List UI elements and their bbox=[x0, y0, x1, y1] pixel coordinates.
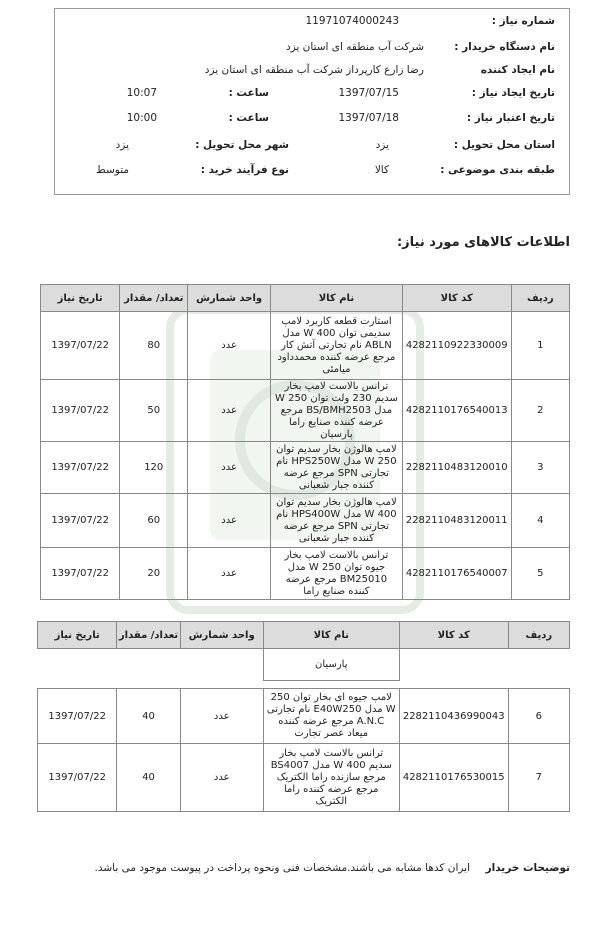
item-need-date: 1397/07/22 bbox=[41, 312, 120, 380]
item-need-date: 1397/07/22 bbox=[38, 689, 117, 744]
items-table-1 bbox=[40, 284, 570, 600]
created-time-label: ساعت : bbox=[228, 87, 269, 99]
item-name: ترانس بالاست لامپ بخار سدیم 230 ولت توان 250 W مدل BS/BMH2503 مرجع عرضه کننده صنایع راما پارسیان bbox=[271, 380, 403, 442]
item-quantity: 20 bbox=[120, 548, 188, 600]
item-unit: عدد bbox=[188, 442, 271, 494]
province-row bbox=[55, 139, 569, 159]
item-need-date: 1397/07/22 bbox=[41, 442, 120, 494]
process: متوسط bbox=[96, 164, 129, 176]
table-row bbox=[41, 380, 570, 442]
item-name: لامپ هالوژن بخار سدیم توان 250 W مدل HPS250W نام تجارتی SPN مرجع عرضه کننده جبار شعبانی bbox=[271, 442, 403, 494]
category: کالا bbox=[374, 164, 389, 176]
item-unit: عدد bbox=[180, 689, 263, 744]
created-date-label: تاریخ ایجاد نیاز : bbox=[471, 87, 555, 99]
table-row bbox=[41, 442, 570, 494]
valid-time: 10:00 bbox=[126, 112, 157, 124]
table-row bbox=[41, 548, 570, 600]
item-code: 2282110483120011 bbox=[402, 494, 511, 548]
item-name: لامپ هالوژن بخار سدیم توان 400 W مدل HPS400W نام تجارتی SPN مرجع عرضه کننده جبار شعبانی bbox=[271, 494, 403, 548]
created-time: 10:07 bbox=[126, 87, 157, 99]
continuation-row bbox=[38, 649, 570, 681]
item-code: 4282110176530015 bbox=[399, 744, 508, 812]
col-header-unit: واحد شمارش bbox=[180, 622, 263, 649]
col-header-need-date: تاریخ نیاز bbox=[38, 622, 117, 649]
items-table-2 bbox=[37, 621, 570, 812]
province-label: استان محل تحویل : bbox=[453, 139, 555, 151]
col-header-name: نام کالا bbox=[271, 285, 403, 312]
category-row bbox=[55, 164, 569, 184]
table-row bbox=[38, 744, 570, 812]
category-label: طبقه بندی موضوعی : bbox=[440, 164, 555, 176]
item-unit: عدد bbox=[188, 312, 271, 380]
item-code: 2282110436990043 bbox=[399, 689, 508, 744]
item-quantity: 80 bbox=[120, 312, 188, 380]
item-name: لامپ جیوه ای بخار توان 250 W مدل E40W250 نام تجارتی A.N.C مرجع عرضه کننده میعاد عصر تجارت bbox=[263, 689, 399, 744]
row-number: 4 bbox=[511, 494, 569, 548]
row-number: 7 bbox=[508, 744, 569, 812]
table-header-row bbox=[38, 622, 570, 649]
item-unit: عدد bbox=[188, 380, 271, 442]
table-row bbox=[38, 689, 570, 744]
created-date-row bbox=[55, 87, 569, 107]
item-quantity: 40 bbox=[117, 689, 180, 744]
item-quantity: 50 bbox=[120, 380, 188, 442]
created-date: 1397/07/15 bbox=[338, 87, 399, 99]
item-unit: عدد bbox=[188, 548, 271, 600]
buyer-notes-label: توضیحات خریدار bbox=[485, 862, 570, 874]
item-need-date: 1397/07/22 bbox=[41, 494, 120, 548]
col-header-code: کد کالا bbox=[402, 285, 511, 312]
table-header-row bbox=[41, 285, 570, 312]
row-number: 3 bbox=[511, 442, 569, 494]
row-number: 1 bbox=[511, 312, 569, 380]
row-number: 5 bbox=[511, 548, 569, 600]
col-header-row-number: ردیف bbox=[508, 622, 569, 649]
item-unit: عدد bbox=[188, 494, 271, 548]
buyer-org-row bbox=[55, 41, 569, 61]
city: یزد bbox=[115, 139, 129, 151]
col-header-need-date: تاریخ نیاز bbox=[41, 285, 120, 312]
table-row bbox=[41, 494, 570, 548]
item-unit: عدد bbox=[180, 744, 263, 812]
item-code: 4282110176540007 bbox=[402, 548, 511, 600]
valid-date-label: تاریخ اعتبار نیاز : bbox=[466, 112, 555, 124]
creator-label: نام ایجاد کننده bbox=[480, 64, 555, 76]
row-number: 2 bbox=[511, 380, 569, 442]
item-name: استارت قطعه کاربرد لامپ سدیمی توان 400 W مدل ABLN نام تجارتی آتش کار مرجع عرضه کننده محمدداود میامئی bbox=[271, 312, 403, 380]
creator: رضا زارع کارپرداز شرکت آب منطقه ای استان یزد bbox=[204, 64, 424, 76]
col-header-quantity: تعداد/ مقدار bbox=[117, 622, 180, 649]
item-need-date: 1397/07/22 bbox=[38, 744, 117, 812]
table-row bbox=[41, 312, 570, 380]
need-number-row bbox=[55, 15, 569, 35]
item-name: ترانس بالاست لامپ بخار جیوه توان 250 W مدل BM25010 مرجع عرضه کننده صنایع راما bbox=[271, 548, 403, 600]
city-label: شهر محل تحویل : bbox=[195, 139, 289, 151]
creator-row bbox=[55, 64, 569, 84]
item-quantity: 60 bbox=[120, 494, 188, 548]
item-name: ترانس بالاست لامپ بخار سدیم 400 W مدل BS4007 مرجع سازنده راما الکتریک مرجع عرضه کننده راما الکتریک bbox=[263, 744, 399, 812]
item-need-date: 1397/07/22 bbox=[41, 380, 120, 442]
col-header-unit: واحد شمارش bbox=[188, 285, 271, 312]
need-info-box bbox=[54, 8, 570, 195]
col-header-code: کد کالا bbox=[399, 622, 508, 649]
continuation-text: پارسیان bbox=[263, 649, 399, 681]
buyer-notes: ایران کدها مشابه می باشند.مشخصات فنی ونحوه پرداخت در پیوست موجود می باشد. bbox=[94, 862, 470, 874]
item-quantity: 120 bbox=[120, 442, 188, 494]
item-code: 4282110176540013 bbox=[402, 380, 511, 442]
col-header-row-number: ردیف bbox=[511, 285, 569, 312]
buyer-org-label: نام دستگاه خریدار : bbox=[454, 41, 555, 53]
item-quantity: 40 bbox=[117, 744, 180, 812]
col-header-quantity: تعداد/ مقدار bbox=[120, 285, 188, 312]
need-number-label: شماره نیاز : bbox=[491, 15, 555, 27]
valid-date: 1397/07/18 bbox=[338, 112, 399, 124]
item-code: 2282110483120010 bbox=[402, 442, 511, 494]
province: یزد bbox=[375, 139, 389, 151]
process-label: نوع فرآیند خرید : bbox=[200, 164, 289, 176]
item-need-date: 1397/07/22 bbox=[41, 548, 120, 600]
section-title: اطلاعات کالاهای مورد نیاز: bbox=[396, 235, 570, 250]
col-header-name: نام کالا bbox=[263, 622, 399, 649]
valid-time-label: ساعت : bbox=[228, 112, 269, 124]
row-number: 6 bbox=[508, 689, 569, 744]
item-code: 4282110922330009 bbox=[402, 312, 511, 380]
need-number: 11971074000243 bbox=[305, 15, 399, 27]
buyer-org: شرکت آب منطقه ای استان یزد bbox=[285, 41, 424, 53]
valid-date-row bbox=[55, 112, 569, 132]
